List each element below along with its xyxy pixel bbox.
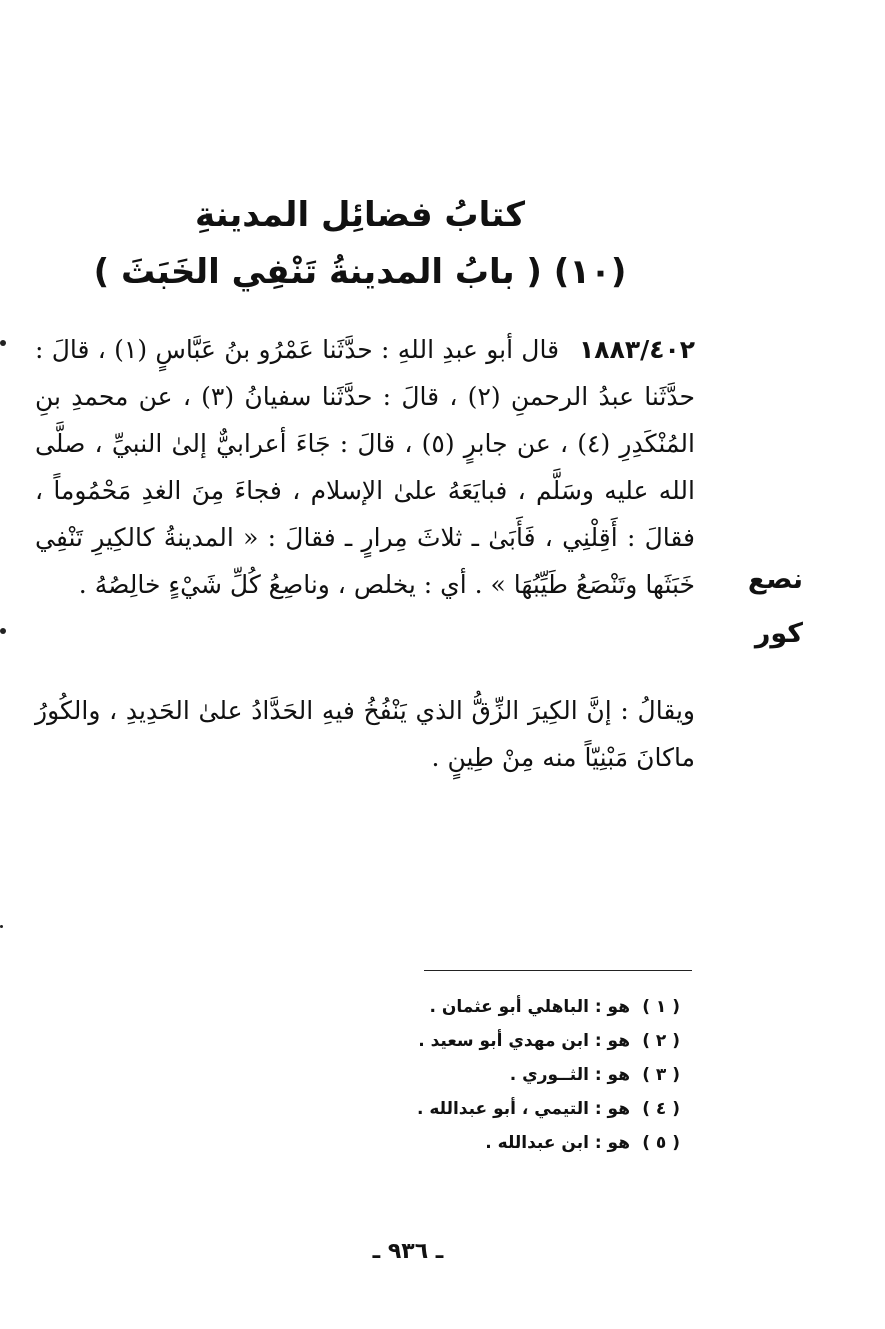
footnote-number: ( ١ ) [642, 997, 680, 1017]
footnote-item [280, 1058, 680, 1092]
footnote-text: هو : الباهلي أبو عثمان . [429, 997, 630, 1017]
footnotes-list [280, 990, 680, 1160]
footnote-item [280, 990, 680, 1024]
edge-mark [0, 925, 3, 928]
footnote-number: ( ٤ ) [642, 1099, 680, 1119]
footnote-item [280, 1024, 680, 1058]
footnote-item [280, 1126, 680, 1160]
footnote-text: هو : التيمي ، أبو عبدالله . [416, 1099, 630, 1119]
edge-mark [0, 628, 6, 634]
footnote-number: ( ٣ ) [642, 1065, 680, 1085]
margin-keyword-nasa: نصع [747, 564, 803, 595]
footnote-item [280, 1092, 680, 1126]
edge-mark [0, 340, 6, 346]
footnote-text: هو : ابن عبدالله . [485, 1133, 630, 1153]
margin-keyword-kur: كور [754, 618, 803, 649]
footnote-text: هو : الثــوري . [509, 1065, 630, 1085]
footnote-divider [424, 970, 692, 971]
footnote-number: ( ٥ ) [642, 1133, 680, 1153]
hadith-number: ١٨٨٣/٤٠٢ [579, 335, 695, 364]
footnote-text: هو : ابن مهدي أبو سعيد . [418, 1031, 630, 1051]
book-title: كتابُ فضائِل المدينةِ [194, 195, 526, 235]
hadith-paragraph [35, 326, 695, 608]
explanation-paragraph: ويقالُ : إنَّ الكِيرَ الزِّقُّ الذي يَنْفُخُ فيهِ الحَدَّادُ علىٰ الحَدِيدِ ، والكُورُ ماكانَ مَبْنِيّاً منه مِنْ طِينٍ . [35, 696, 695, 772]
footnote-number: ( ٢ ) [642, 1031, 680, 1051]
hadith-text: قال أبو عبدِ اللهِ : حدَّثَنا عَمْرُو بنُ عَبَّاسٍ (١) ، قالَ : حدَّثَنا عبدُ الرحمنِ (٢) ، قالَ : حدَّثَنا سفيانُ (٣) ، عن محمدِ بنِ المُنْكَدِرِ (٤) ، عن جابرٍ (٥) ، قالَ : جَاءَ أعرابيٌّ إلىٰ النبيِّ ، صلَّى الله عليه وسَلَّم ، فبايَعَهُ علىٰ الإسلام ، فجاءَ مِنَ الغدِ مَحْمُوماً ، فقالَ : أَقِلْنِي ، فَأَبَىٰ ـ ثلاثَ مِرارٍ ـ فقالَ : « المدينةُ كالكِيرِ تَنْفِي خَبَثَها وتَنْصَعُ طَيِّبُهَا » . أي : يخلص ، وناصِعُ كُلِّ شَيْءٍ خالِصُهُ . [35, 335, 695, 599]
chapter-title: (١٠) ( بابُ المدينةُ تَنْفِي الخَبَثَ ) [93, 252, 627, 292]
page-number: ـ ٩٣٦ ـ [372, 1239, 444, 1264]
